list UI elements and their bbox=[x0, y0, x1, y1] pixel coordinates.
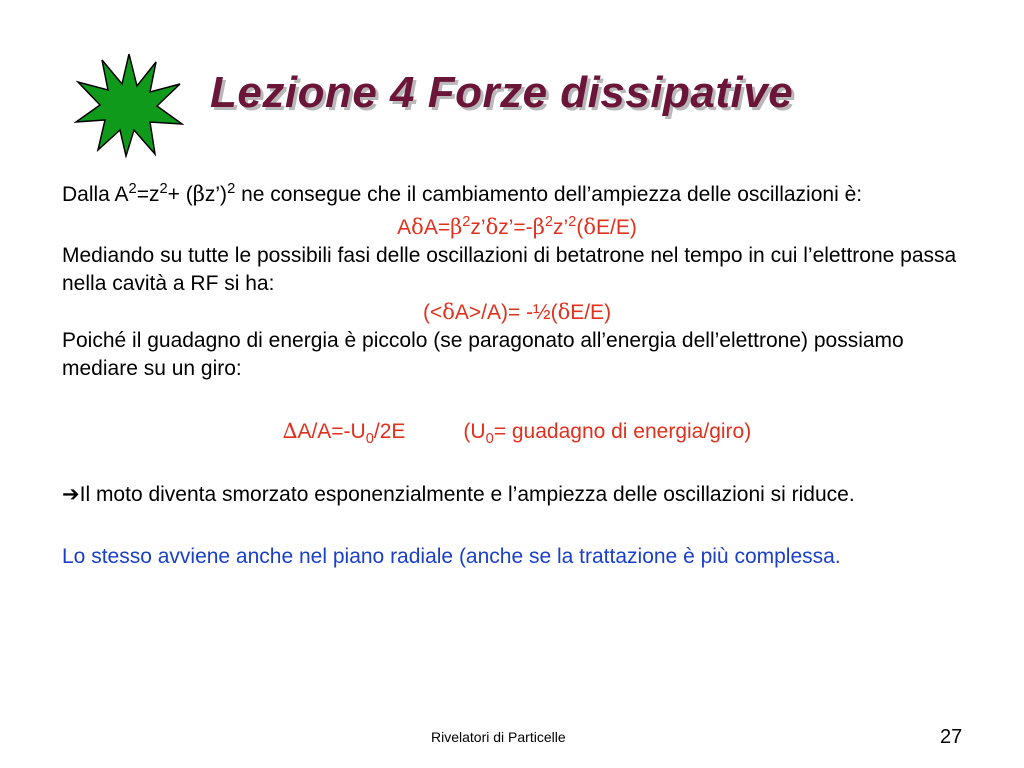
equation-average: (<δA>/A)= -½(δE/E) bbox=[422, 300, 612, 324]
green-starburst-icon bbox=[74, 52, 184, 158]
equation-amplitude-change: $A\delta A=\beta^2z’\delta z’=-\beta^2z’^2(\delta E/E)$ bbox=[397, 214, 637, 239]
spacer bbox=[62, 446, 972, 480]
paragraph-energy-gain: Poiché il guadagno di energia è piccolo (se paragonato all’energia dell’elettrone) possiamo mediare su un giro: bbox=[62, 329, 904, 380]
paragraph-conclusion: ➔Il moto diventa smorzato esponenzialmente e l’ampiezza delle oscillazioni si riduce. bbox=[62, 482, 855, 506]
slide-footer: Rivelatori di Particelle bbox=[431, 729, 566, 745]
equation-damping: $\Delta A/A=-U_0/2E$ ($U_0=$ guadagno di energia/giro) bbox=[282, 419, 752, 448]
paragraph-radial-note: Lo stesso avviene anche nel piano radiale (anche se la trattazione è più complessa. bbox=[62, 545, 841, 568]
page-number: 27 bbox=[940, 726, 963, 748]
slide-body bbox=[62, 180, 972, 571]
right-arrow-icon: ➔ bbox=[62, 482, 80, 506]
paragraph-averaging: Mediando su tutte le possibili fasi delle oscillazioni di betatrone nel tempo in cui l’elettrone passa nella cavità a RF si ha: bbox=[62, 244, 957, 295]
spacer bbox=[62, 509, 972, 543]
slide-title: Lezione 4 Forze dissipative bbox=[210, 68, 794, 117]
spacer bbox=[62, 383, 972, 413]
paragraph-intro: Dalla $A^2=z^2+$ (βz’)$^2$ ne consegue che il cambiamento dell’ampiezza delle oscillazioni è: bbox=[62, 181, 863, 206]
